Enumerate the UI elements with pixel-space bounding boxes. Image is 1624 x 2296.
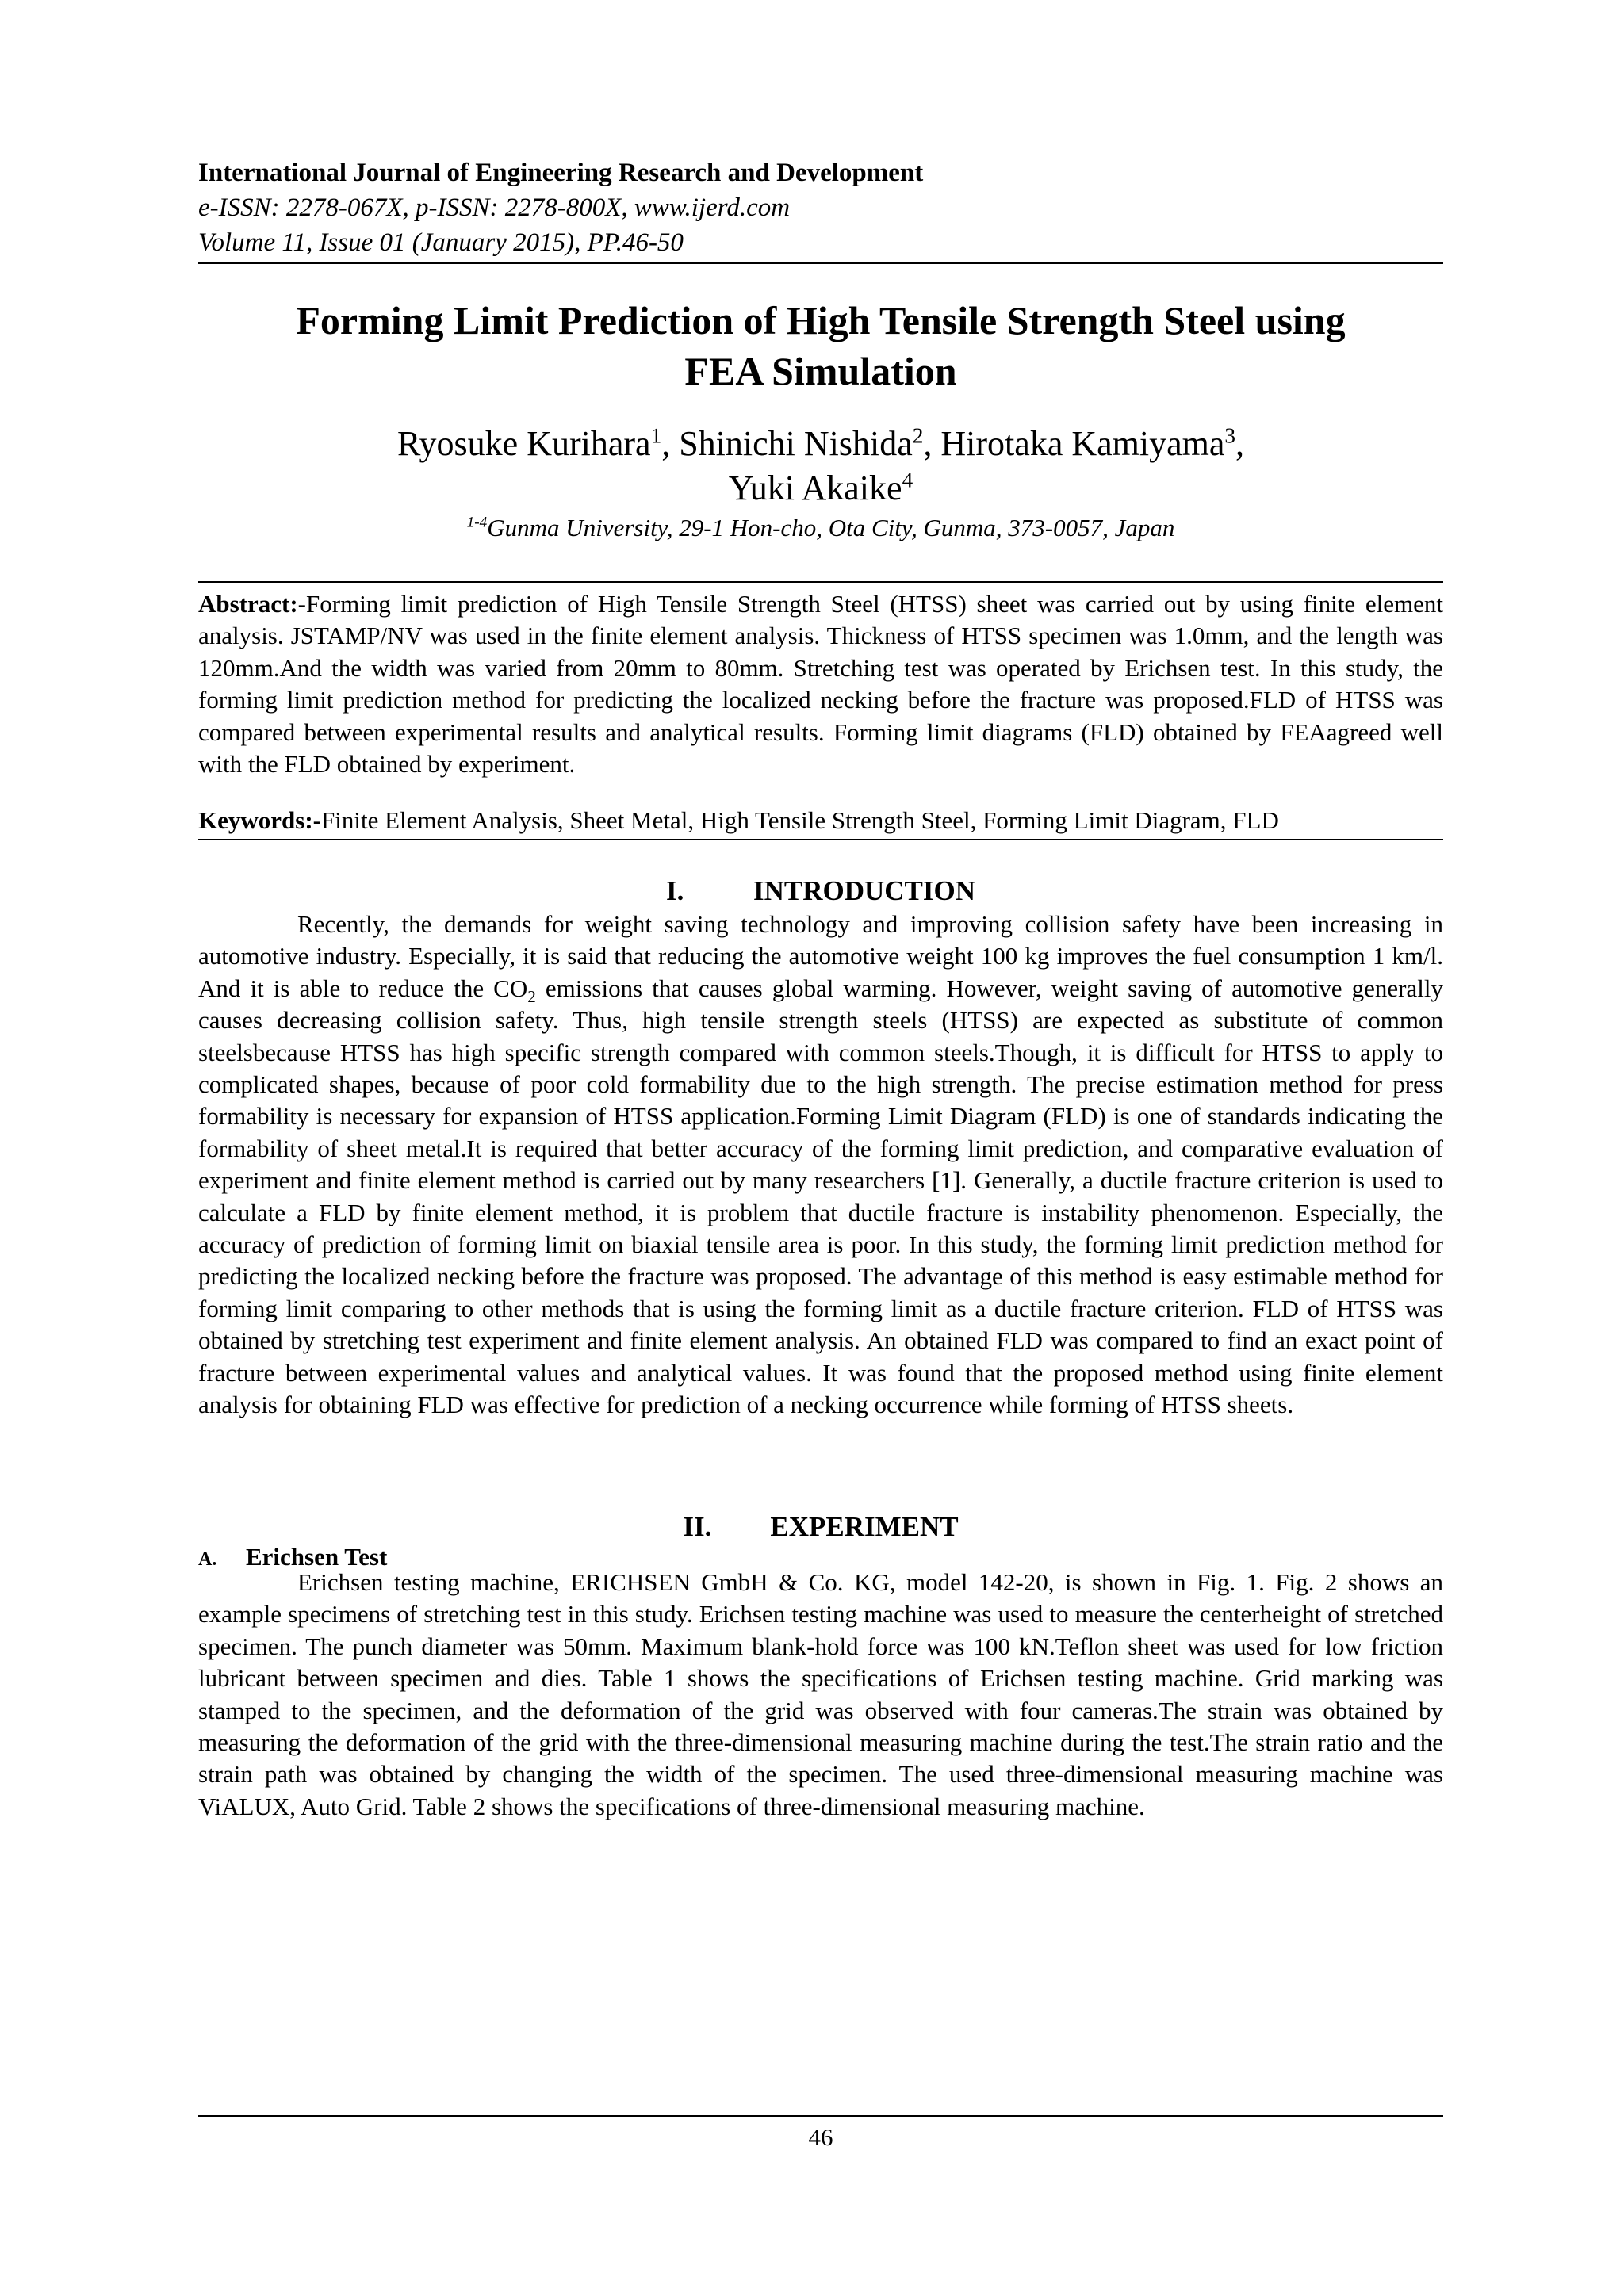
introduction-paragraph: Recently, the demands for weight saving technology and improving collision safety have been increasing in automotive industry. Especially, it is said that reducing the automotive weight 100 kg improves the fuel consumption 1 km/l. And it is able to reduce the $CO_2$ emissions that causes global warming. However, weight saving of automotive generally causes decreasing collision safety. Thus, high tensile strength steels (HTSS) are expected as substitute of common steelsbecause HTSS has high specific strength compared with common steels.Though, it is difficult for HTSS to apply to complicated shapes, because of poor cold formability due to the high strength. The precise estimation method for press formability is necessary for expansion of HTSS application.Forming Limit Diagram (FLD) is one of standards indicating the formability of sheet metal.It is required that better accuracy of the forming limit prediction, and comparative evaluation of experiment and finite element method is carried out by many researchers [1]. Generally, a ductile fracture criterion is used to calculate a FLD by finite element method, it is problem that ductile fracture is instability phenomenon. Especially, the accuracy of prediction of forming limit on biaxial tensile area is poor. In this study, the forming limit prediction method for predicting the localized necking before the fracture was proposed. The advantage of this method is easy estimable method for forming limit comparing to other methods that is using the forming limit as a ductile fracture criterion. FLD of HTSS was obtained by stretching test experiment and finite element analysis. An obtained FLD was compared to find an exact point of fracture between experimental values and analytical values. It was found that the proposed method using finite element analysis for obtaining FLD was effective for prediction of a necking occurrence while forming of HTSS sheets.	[198, 910, 1443, 1419]
author-affil-marker: 2	[912, 423, 924, 448]
keywords	[198, 805, 1443, 836]
abstract-text: Forming limit prediction of High Tensile Strength Steel (HTSS) sheet was carried out by using finite element analysis. JSTAMP/NV was used in the finite element analysis. Thickness of HTSS specimen was 1.0mm, and the length was 120mm.And the width was varied from 20mm to 80mm. Stretching test was operated by Erichsen test. In this study, the forming limit prediction method for predicting the localized necking before the fracture was proposed.FLD of HTSS was compared between experimental results and analytical results. Forming limit diagrams (FLD) obtained by FEAagreed well with the FLD obtained by experiment.	[198, 590, 1443, 779]
keywords-label: Keywords:-	[198, 806, 321, 834]
keywords-rule	[198, 839, 1443, 840]
section-number: II.	[683, 1511, 712, 1542]
subsection-letter: A.	[198, 1549, 217, 1570]
affiliation-text: Gunma University, 29-1 Hon-cho, Ota City, Gunma, 373-0057, Japan	[487, 514, 1175, 541]
section-title: EXPERIMENT	[770, 1511, 959, 1542]
section-number: I.	[665, 875, 684, 906]
author-name: , Shinichi Nishida	[661, 424, 913, 463]
affiliation-marker: 1-4	[466, 514, 488, 531]
journal-volume: Volume 11, Issue 01 (January 2015), PP.46-50	[198, 228, 684, 257]
author-name: Yuki Akaike	[728, 469, 902, 507]
keywords-text: Finite Element Analysis, Sheet Metal, High Tensile Strength Steel, Forming Limit Diagram, FLD	[320, 806, 1279, 834]
author-line-1	[198, 422, 1443, 466]
page-number: 46	[808, 2123, 833, 2151]
paper-title-line-2: FEA Simulation	[684, 349, 957, 393]
affiliation	[198, 512, 1443, 544]
author-affil-marker: 1	[650, 423, 662, 448]
author-affil-marker: 3	[1224, 423, 1236, 448]
paper-title-line-1: Forming Limit Prediction of High Tensile Strength Steel using	[296, 298, 1346, 342]
author-list	[198, 422, 1443, 511]
header-rule	[198, 262, 1443, 264]
section-heading-introduction	[198, 874, 1443, 909]
abstract	[198, 588, 1443, 780]
author-separator: ,	[1235, 424, 1245, 463]
footer-rule	[198, 2115, 1443, 2117]
paper-title	[198, 295, 1443, 396]
abstract-label: Abstract:-	[198, 590, 307, 618]
experiment-paragraph: Erichsen testing machine, ERICHSEN GmbH & Co. KG, model 142-20, is shown in Fig. 1. Fig. 2 shows an example specimens of stretching test in this study. Erichsen testing machine was used to measure the centerheight of stretched specimen. The punch diameter was 50mm. Maximum blank-hold force was 100 kN.Teflon sheet was used for low friction lubricant between specimen and dies. Table 1 shows the specifications of Erichsen testing machine. Grid marking was stamped to the specimen, and the deformation of the grid was observed with four cameras.The strain was obtained by measuring the deformation of the grid with the three-dimensional measuring machine during the test.The strain ratio and the strain path was obtained by changing the width of the specimen. The used three-dimensional measuring machine was ViALUX, Auto Grid. Table 2 shows the specifications of three-dimensional measuring machine.	[198, 1568, 1443, 1820]
author-affil-marker: 4	[902, 468, 914, 492]
journal-issn: e-ISSN: 2278-067X, p-ISSN: 2278-800X, www.ijerd.com	[198, 193, 791, 222]
author-line-2	[198, 466, 1443, 511]
journal-name: International Journal of Engineering Research and Development	[198, 159, 924, 187]
author-name: Ryosuke Kurihara	[396, 424, 651, 463]
author-name: , Hirotaka Kamiyama	[923, 424, 1225, 463]
co2-subscript: 2	[527, 987, 536, 1006]
abstract-top-rule	[198, 581, 1443, 583]
section-heading-experiment	[198, 1510, 1443, 1544]
subsection-title: Erichsen Test	[246, 1543, 388, 1571]
section-title: INTRODUCTION	[753, 875, 976, 906]
